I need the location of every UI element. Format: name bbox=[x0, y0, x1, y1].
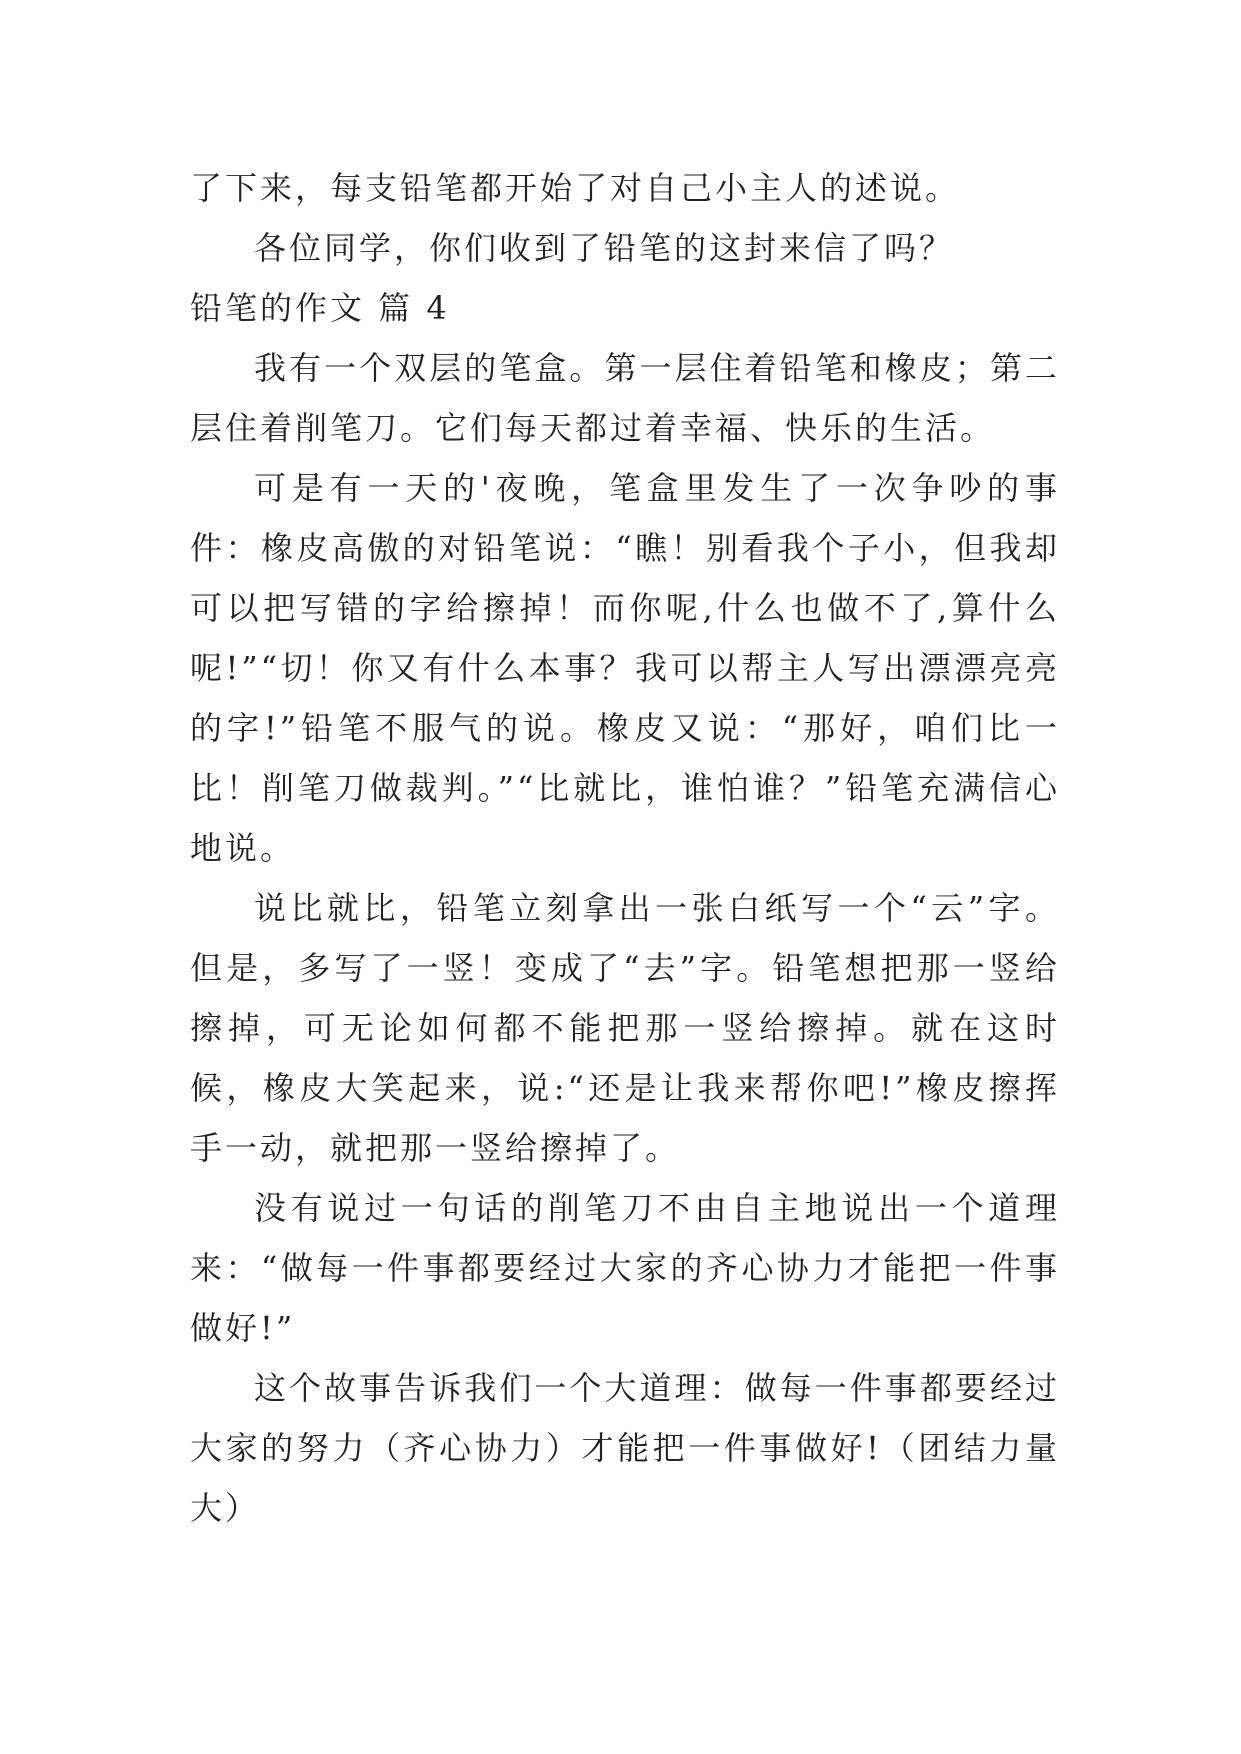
paragraph-quarrel: 可是有一天的'夜晚，笔盒里发生了一次争吵的事件：橡皮高傲的对铅笔说：“瞧！别看我个子小，但我却可以把写错的字给擦掉！而你呢,什么也做不了,算什么呢!”“切！你又有什么本事？我可以帮主人写出漂漂亮亮的字!”铅笔不服气的说。橡皮又说：“那好，咱们比一比！削笔刀做裁判。”“比就比，谁怕谁？”铅笔充满信心地说。 bbox=[190, 469, 1060, 867]
document-body bbox=[190, 158, 1060, 1538]
paragraph-moral: 这个故事告诉我们一个大道理：做每一件事都要经过大家的努力（齐心协力）才能把一件事做好!（团结力量大） bbox=[190, 1369, 1060, 1527]
paragraph-sharpener-lesson: 没有说过一句话的削笔刀不由自主地说出一个道理来：“做每一件事都要经过大家的齐心协力才能把一件事做好!” bbox=[190, 1189, 1060, 1347]
section-heading: 铅笔的作文 篇 4 bbox=[190, 289, 450, 327]
paragraph-contest: 说比就比，铅笔立刻拿出一张白纸写一个“云”字。但是，多写了一竖！变成了“去”字。铅笔想把那一竖给擦掉，可无论如何都不能把那一竖给擦掉。就在这时候，橡皮大笑起来，说:“还是让我来帮你吧!”橡皮擦挥手一动，就把那一竖给擦掉了。 bbox=[190, 889, 1060, 1167]
paragraph-continuation: 了下来，每支铅笔都开始了对自己小主人的述说。 bbox=[190, 169, 961, 207]
paragraph-pencil-box: 我有一个双层的笔盒。第一层住着铅笔和橡皮；第二层住着削笔刀。它们每天都过着幸福、快乐的生活。 bbox=[190, 349, 1060, 447]
paragraph-question: 各位同学，你们收到了铅笔的这封来信了吗？ bbox=[254, 229, 955, 267]
